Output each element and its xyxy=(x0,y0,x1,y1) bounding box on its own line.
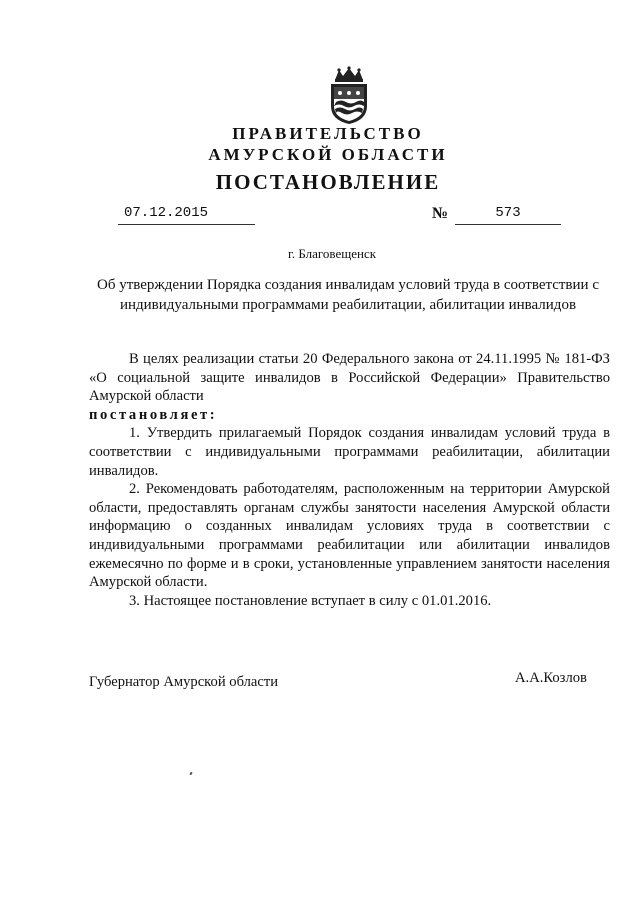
item-1-paragraph: 1. Утвердить прилагаемый Порядок создания инвалидам условий труда в соответствии с индивидуальными программами реабилитации, абилитации инвалидов. xyxy=(89,425,610,479)
document-date: 07.12.2015 xyxy=(118,205,255,225)
decree-word: постановляет: xyxy=(89,406,218,423)
scan-mark xyxy=(189,772,192,776)
document-number: 573 xyxy=(455,205,561,225)
document-body xyxy=(89,350,610,610)
organization-line-1: ПРАВИТЕЛЬСТВО xyxy=(232,124,424,143)
coat-of-arms-icon xyxy=(325,66,373,126)
document-type: ПОСТАНОВЛЕНИЕ xyxy=(215,170,441,194)
signatory-name: А.А.Козлов xyxy=(515,670,587,686)
document-title: Об утверждении Порядка создания инвалидам условий труда в соответствии с индивидуальными программами реабилитации, абилитации инвалидов xyxy=(97,277,599,313)
organization-line-2: АМУРСКОЙ ОБЛАСТИ xyxy=(208,145,448,164)
preamble-paragraph: В целях реализации статьи 20 Федерального закона от 24.11.1995 № 181-ФЗ «О социальной защите инвалидов в Российской Федерации» Правительство Амурской области xyxy=(89,351,610,405)
document-city: г. Благовещенск xyxy=(287,246,377,261)
signatory-position: Губернатор Амурской области xyxy=(89,674,279,690)
item-3-paragraph: 3. Настоящее постановление вступает в силу с 01.01.2016. xyxy=(129,592,492,609)
item-2-paragraph: 2. Рекомендовать работодателям, расположенным на территории Амурской области, предоставлять органам службы занятости населения Амурской области информацию о созданных инвалидам условиях труда в соответствии с индивидуальными программами реабилитации или абилитации инвалидов ежемесячно по форме и в сроки, установленные управлением занятости населения Амурской области. xyxy=(89,481,610,591)
number-sign: № xyxy=(432,205,449,222)
